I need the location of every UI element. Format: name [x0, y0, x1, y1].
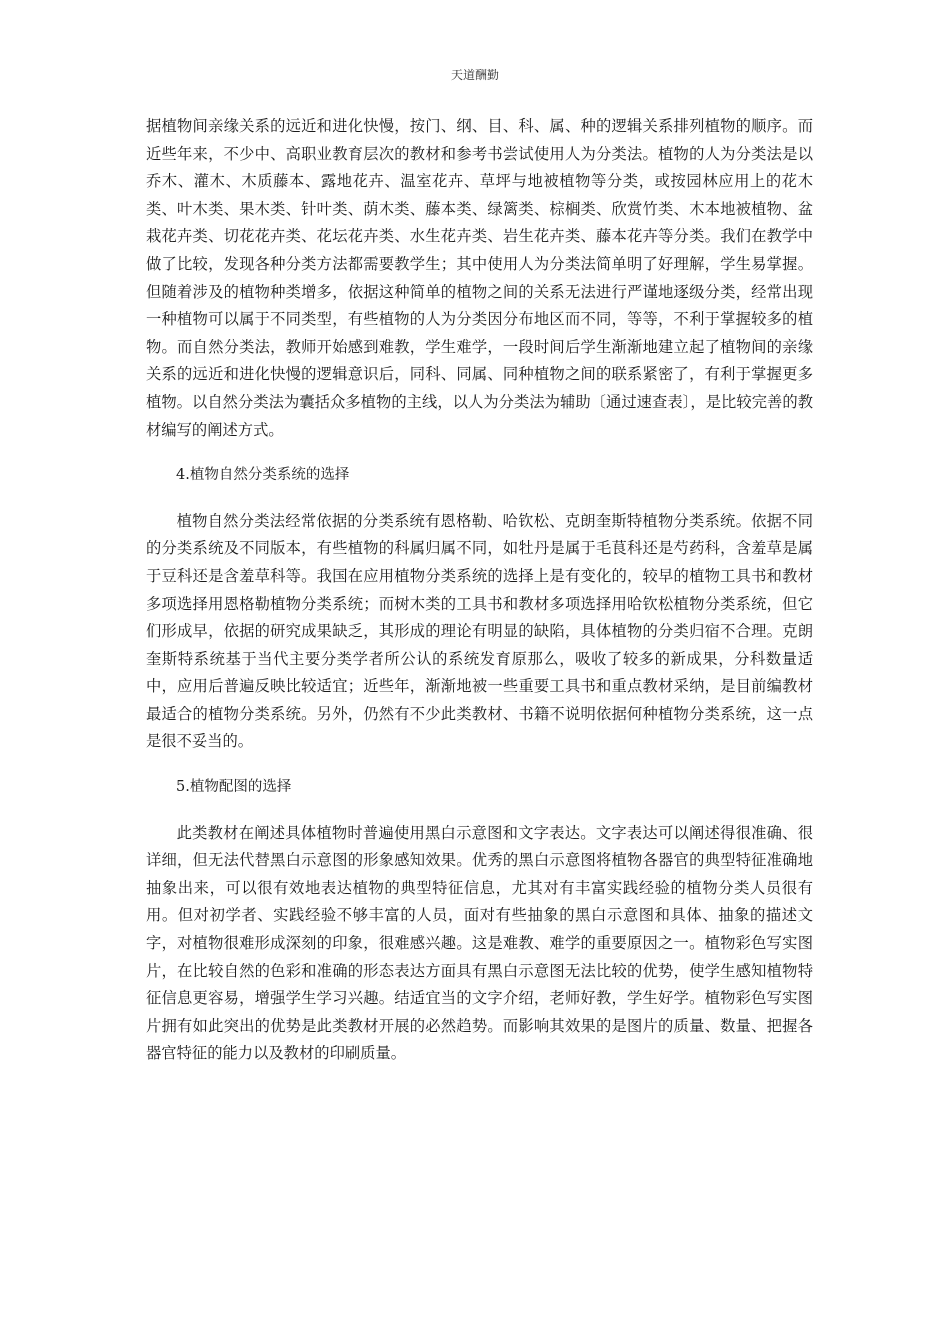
page-header: 天道酬勤 — [450, 68, 499, 82]
body-paragraph: 植物自然分类法经常依据的分类系统有恩格勒、哈钦松、克朗奎斯特植物分类系统。依据不同的分类系统及不同版本，有些植物的科属归属不同，如牡丹是属于毛茛科还是芍药科，含羞草是属于豆科还是含羞草科等。我国在应用植物分类系统的选择上是有变化的，较早的植物工具书和教材多项选择用恩格勒植物分类系统；而树木类的工具书和教材多项选择用哈钦松植物分类系统，但它们形成早，依据的研究成果缺乏，其形成的理论有明显的缺陷，具体植物的分类归宿不合理。克朗奎斯特系统基于当代主要分类学者所公认的系统发育原那么，吸收了较多的新成果，分科数量适中，应用后普遍反映比较适宜；近些年，渐渐地被一些重要工具书和重点教材采纳，是目前编教材最适合的植物分类系统。另外，仍然有不少此类教材、书籍不说明依据何种植物分类系统，这一点是很不妥当的。 — [146, 511, 813, 751]
body-paragraph: 据植物间亲缘关系的远近和进化快慢，按门、纲、目、科、属、种的逻辑关系排列植物的顺序。而近些年来，不少中、高职业教育层次的教材和参考书尝试使用人为分类法。植物的人为分类法是以乔木、灌木、木质藤本、露地花卉、温室花卉、草坪与地被植物等分类，或按园林应用上的花木类、叶木类、果木类、针叶类、荫木类、藤本类、绿篱类、棕榈类、欣赏竹类、木本地被植物、盆栽花卉类、切花花卉类、花坛花卉类、水生花卉类、岩生花卉类、藤本花卉等分类。我们在教学中做了比较，发现各种分类方法都需要教学生；其中使用人为分类法简单明了好理解，学生易掌握。但随着涉及的植物种类增多，依据这种简单的植物之间的关系无法进行严谨地逐级分类，经常出现一种植物可以属于不同类型，有些植物的人为分类因分布地区而不同，等等，不利于掌握较多的植物。而自然分类法，教师开始感到难教，学生难学，一段时间后学生渐渐地建立起了植物间的亲缘关系的远近和进化快慢的逻辑意识后，同科、同属、同种植物之间的联系紧密了，有利于掌握更多植物。以自然分类法为囊括众多植物的主线，以人为分类法为辅助〔通过速查表〕，是比较完善的教材编写的阐述方式。 — [146, 117, 813, 439]
section-heading: 5.植物配图的选择 — [176, 779, 292, 796]
section-heading: 4.植物自然分类系统的选择 — [176, 467, 350, 484]
body-paragraph: 此类教材在阐述具体植物时普遍使用黑白示意图和文字表达。文字表达可以阐述得很准确、很详细，但无法代替黑白示意图的形象感知效果。优秀的黑白示意图将植物各器官的典型特征准确地抽象出来，可以很有效地表达植物的典型特征信息，尤其对有丰富实践经验的植物分类人员很有用。但对初学者、实践经验不够丰富的人员，面对有些抽象的黑白示意图和具体、抽象的描述文字，对植物很难形成深刻的印象，很难感兴趣。这是难教、难学的重要原因之一。植物彩色写实图片，在比较自然的色彩和准确的形态表达方面具有黑白示意图无法比较的优势，使学生感知植物特征信息更容易，增强学生学习兴趣。结适宜当的文字介绍，老师好教，学生好学。植物彩色写实图片拥有如此突出的优势是此类教材开展的必然趋势。而影响其效果的是图片的质量、数量、把握各器官特征的能力以及教材的印刷质量。 — [146, 823, 813, 1063]
document-body — [146, 113, 813, 1068]
